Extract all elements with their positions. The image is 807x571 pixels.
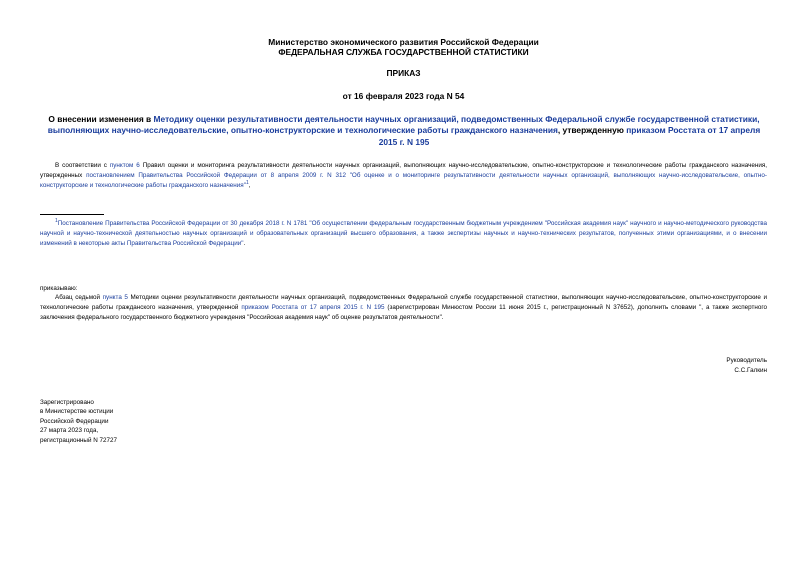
preamble-text-3: , [248,181,251,189]
methodology-link[interactable]: Методику оценки результативности деятельности научных организаций, подведомственных Федеральной службе государственной статистики, выполняющих научно-исследовательские, опытно-конструкторские и технологические работы гражданского назначения [47,114,760,136]
registration-line: Зарегистрировано [40,399,94,406]
registration-date: 27 марта 2023 года, [40,427,99,435]
order-date: от 16 февраля 2023 года N 54 [342,91,465,101]
registration-block [40,398,117,445]
signatory-name: С.С.Галкин [734,366,767,374]
methodology-point-link[interactable]: пункта 5 [102,294,128,301]
amendment-text-2: Методики оценки результативности деятельности научных организаций, подведомственных Федеральной службе государственной статистики, выполняющих научно-исследовательские, опытно-конструкторские и технологические работы гражданского назначения, утвержденной [40,294,767,311]
preamble-text-1: В соответствии с [55,162,110,169]
amendment-paragraph [40,293,767,323]
footnote-end: . [243,239,246,247]
document-heading [40,114,768,148]
government-decree-link[interactable]: постановлением Правительства Российской Федерации от 8 апреля 2009 г. N 312 "Об оценке и о мониторинге результативности деятельности научных организаций, выполняющих научно-исследовательские, опытно-конструкторские и технологические работы гражданского назначения" [40,171,767,189]
ministry-name: Министерство экономического развития Российской Федерации [268,37,539,47]
amendment-text-3: (зарегистрирован Минюстом России 11 июня 2015 г., регистрационный N 37652), дополнить словами ", а также экспертного заключения федерального государственного бюджетного учреждения "Российская академия наук" об оценке результатов деятельности". [40,303,767,321]
signature-block [726,356,767,376]
heading-prefix: О внесении изменения в [48,114,154,124]
footnote [40,219,767,249]
preamble-paragraph [40,161,767,191]
order-title: ПРИКАЗ [386,68,421,78]
footnote-decree-link[interactable]: Постановление Правительства Российской Федерации от 30 декабря 2018 г. N 1781 "Об осуществлении федеральным государственным бюджетным учреждением "Российская академия наук" научного и научно-методического руководства научной и научно-технической деятельностью научных организаций и образовательных организаций высшего образования, а также экспертизы научных и научно-технических результатов, полученных этими организациями, и о внесении изменений в некоторые акты Правительства Российской Федерации" [40,220,767,247]
amendment-text-1: Абзац седьмой [55,294,103,301]
order-word: приказываю: [40,285,78,292]
rosstat-order-link[interactable]: приказом Росстата от 17 апреля 2015 г. N 195 [378,125,761,147]
agency-name: ФЕДЕРАЛЬНАЯ СЛУЖБА ГОСУДАРСТВЕННОЙ СТАТИСТИКИ [278,47,529,57]
heading-middle: , утвержденную [557,125,627,136]
rules-point-link[interactable]: пунктом 6 [109,162,140,169]
footnote-marker: 1 [55,217,58,224]
footnote-ref[interactable]: 1 [245,179,249,186]
registration-line: Российской Федерации [40,417,109,425]
registration-line: в Министерстве юстиции [40,408,114,416]
preamble-text-2: Правил оценки и мониторинга результативности деятельности научных организаций, выполняющих научно-исследовательские, опытно-конструкторские и технологические работы гражданского назначения, утвержденных [40,162,768,179]
rosstat-order-link-2[interactable]: приказом Росстата от 17 апреля 2015 г. N 195 [241,303,385,311]
signatory-title: Руководитель [726,357,767,364]
registration-number: регистрационный N 72727 [40,436,118,444]
footnote-divider [40,214,104,215]
